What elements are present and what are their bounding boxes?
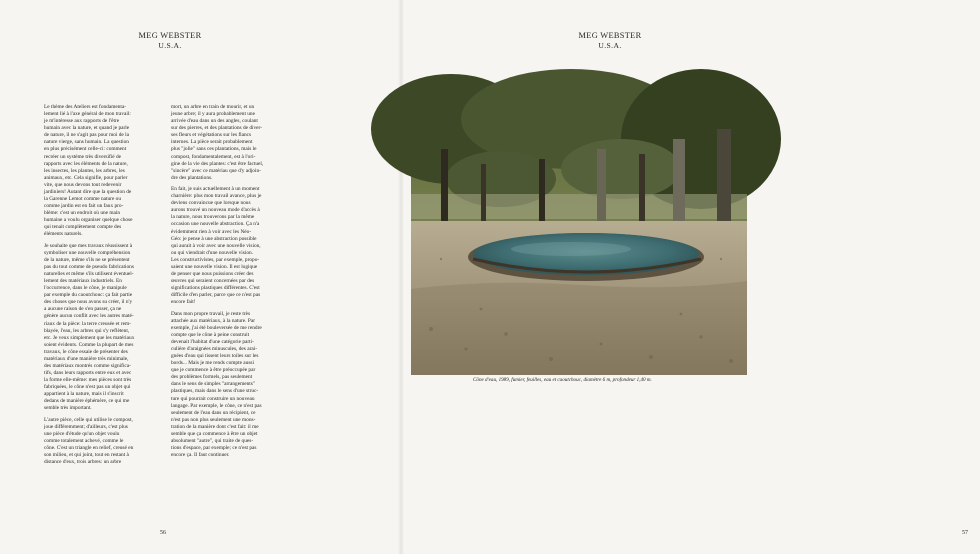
text-line: fabriquées, le cône n'est pas un objet qui (44, 384, 131, 391)
text-line: Le thème des Ateliers est fondamenta- (44, 104, 127, 110)
text-line: animaux, etc. Cela signifie, pour parler (44, 174, 128, 181)
text-line: arrivée d'eau dans un des angles, coulant (171, 118, 258, 125)
paragraph (171, 311, 292, 460)
text-line: riaux de la pièce: la terre creusée et rem- (44, 320, 131, 327)
text-line: humain avec la nature, et quand je parle (44, 125, 130, 132)
paragraph (171, 186, 292, 306)
text-line: deviens convaincue que lorsque nous (171, 200, 251, 207)
photo-caption: Cône d'eau, 1989, fumier, feuilles, eau et caoutchouc, diamètre 6 m, profondeur 1,40 m. (473, 377, 652, 383)
text-line: des problèmes formels, pas seulement (171, 374, 253, 381)
text-line: semble que ça commence à être un objet (171, 430, 258, 437)
text-line: seulement de l'eau dans un récipient, ce (171, 409, 256, 416)
text-line: éléments naturels. (44, 231, 83, 238)
text-line: exemple, j'ai été bouleversée de me rendre (171, 324, 262, 331)
text-line: plus "jolie" sans ces plantations, mais le (171, 146, 257, 153)
text-line: encore fait! (171, 299, 196, 306)
text-line: naturelles et même s'ils utilisent éventuel- (44, 270, 134, 277)
text-line: rapports avec les éléments de la nature, (44, 160, 128, 167)
text-line: bords... Mais je me rends compte aussi (171, 360, 254, 367)
text-line: de la nature, même s'ils ne se présentent (44, 256, 130, 263)
text-line: en plus précisément celle-ci: comment (44, 146, 127, 153)
text-line: joue différemment; d'ailleurs, c'est plus (44, 423, 128, 430)
text-line: charnière: plus mon travail avance, plus je (171, 193, 262, 200)
text-line: dre des plantations. (171, 174, 213, 181)
text-line: ture qui pourrait construire un nouveau (171, 395, 255, 402)
text-line: semble très important. (44, 405, 92, 412)
text-line: la forme elle-même: mes pièces sont très (44, 377, 132, 384)
text-line: absolument "autre", qui traite de ques- (171, 437, 254, 444)
text-line: de penser que nous puissions créer des (171, 270, 254, 277)
artist-name: MEG WEBSTER (138, 31, 202, 40)
left-page-header (110, 31, 230, 51)
text-line: En fait, je suis actuellement à un moment (171, 186, 260, 193)
text-line: encore ça. Il faut continuer. (171, 452, 230, 459)
artist-name: MEG WEBSTER (578, 31, 642, 40)
text-line: tifs, dans leurs rapports entre eux et avec (44, 370, 132, 377)
text-line: mort, un arbre en train de mourir, et un (171, 104, 255, 110)
text-line: etc. Je veux simplement que les matériaux (44, 334, 135, 341)
text-line: pas du tout comme de pseudo fabrications (44, 263, 134, 270)
text-line: n'est pas non plus seulement une mons- (171, 416, 256, 423)
text-line: L'autre pièce, celle qui utilise le compost, (44, 416, 133, 423)
text-line: jardiniers! Autant dire que la question de (44, 188, 132, 195)
text-line: comme totalement achevé, comme le (44, 437, 124, 444)
text-line: symboliser une nouvelle compréhension (44, 249, 131, 256)
page-number: 56 (160, 530, 166, 536)
text-column-2 (171, 104, 292, 463)
text-line: son milieu, et qui joint, tout en restant à (44, 452, 129, 459)
text-line: internes. La pièce serait probablement (171, 139, 253, 146)
text-line: dans le sens de simples "arrangements" (171, 381, 256, 388)
text-line: comme jardin est en fait un faux pro- (44, 203, 124, 210)
text-line: la nature, nous trouverons par la même (171, 214, 255, 221)
text-line: plastiques, mais dans le sens d'une struc- (171, 388, 259, 395)
artist-country: U.S.A. (598, 41, 622, 50)
text-line: matériaux d'une manière très minimale, (44, 355, 129, 362)
text-line: l'occurrence, dans le cône, je manipule (44, 285, 127, 292)
text-line: qui aurait à voir avec une nouvelle vision, (171, 242, 261, 249)
text-line: travaux, le cône essaie de présenter des (44, 348, 128, 355)
text-line: Les constructivistes, par exemple, propo- (171, 256, 260, 263)
text-line: une pièce d'étude qu'un objet voulu (44, 430, 120, 437)
text-line: de nature, il ne s'agit pas pour moi de la (44, 132, 129, 139)
text-line: Dans mon propre travail, je reste très (171, 310, 251, 317)
text-line: évidemment rien à voir avec les Néo- (171, 228, 252, 235)
text-line: œuvres qui seraient concernées par des (171, 278, 255, 285)
text-line: Je souhaite que mes travaux réussissent à (44, 242, 133, 249)
text-line: jeune arbre; il y aura probablement une (171, 111, 255, 118)
text-line: compte que le cône à peine construit (171, 331, 250, 338)
text-line: langage. Par exemple, le cône, ce n'est pas (171, 402, 262, 409)
text-line: difficile d'en parler, parce que ce n'est pas (171, 292, 261, 299)
text-line: je m'intéresse aux rapports de l'être (44, 118, 120, 125)
text-line: soient évidents. Comme la plupart de mes (44, 341, 134, 348)
text-line: que je commence à être préoccupée par (171, 367, 256, 374)
text-line: la Garenne Lemot comme nature ou (44, 196, 122, 203)
text-line: aurons trouvé un nouveau mode d'accès à (171, 207, 260, 214)
text-line: humaine a voulu organiser quelque chose (44, 217, 133, 224)
text-line: vite, que nous devons tout redevenir (44, 181, 122, 188)
text-column-1 (44, 104, 165, 470)
page-number: 57 (962, 530, 968, 536)
paragraph (171, 104, 292, 182)
text-line: les insectes, les plantes, les arbres, les (44, 167, 125, 174)
text-line: devenait l'habitat d'une catégorie parti- (171, 338, 254, 345)
text-line: compost, fondamentalement, est à l'ori- (171, 153, 256, 160)
text-line: ou qui viendrait d'une nouvelle vision. (171, 249, 253, 256)
text-line: occasion une nouvelle abstraction. Ça n'a (171, 221, 260, 228)
text-line: saient une nouvelle vision. Il est logique (171, 263, 258, 270)
text-line: Géo: je pense à une abstraction possible (171, 235, 257, 242)
text-line: qui tenait complètement compte des (44, 224, 122, 231)
text-line: cône. C'est un triangle en relief, creusé en (44, 445, 134, 452)
artwork-photograph (411, 109, 747, 375)
text-line: appartient à la nature, mais il s'inscrit (44, 391, 124, 398)
text-line: blayée, l'eau, les arbres qui s'y reflètent, (44, 327, 130, 334)
text-line: génère aucun conflit avec les autres maté- (44, 313, 134, 320)
text-line: a aucune raison de s'en passer, ça ne (44, 306, 122, 313)
text-line: ses fleurs et végétations sur les flancs (171, 132, 252, 139)
paragraph (44, 104, 165, 238)
text-line: sur des pierres, et des plantations de diver- (171, 125, 263, 132)
right-page-header (550, 31, 670, 51)
text-line: des choses que nous avons su créer, il n'y (44, 299, 133, 306)
text-line: distance d'eux, trois arbres: un arbre (44, 459, 122, 466)
text-line: nature vierge, sans humain. La question (44, 139, 129, 146)
text-line: culière d'araignées minuscules, des arai- (171, 345, 257, 352)
text-line: recréer un système très diversifié de (44, 153, 122, 160)
text-line: gine de la vie des plantes: c'est être factuel, (171, 160, 264, 167)
text-line: par exemple du caoutchouc: ça fait partie (44, 292, 133, 299)
text-line: lement des matériaux industriels. En (44, 278, 122, 285)
text-line: lement lié à l'axe général de mon travail: (44, 111, 131, 118)
photo-forest-water-cone (411, 109, 747, 375)
text-line: dedans de manière éphémère, ce qui me (44, 398, 130, 405)
left-page (0, 0, 400, 554)
text-line: gnées d'eau qui tissent leurs toiles sur les (171, 353, 259, 360)
text-line: tration de la manière dont c'est fait: il me (171, 423, 259, 430)
artist-country: U.S.A. (158, 41, 182, 50)
paragraph (44, 243, 165, 413)
text-line: "sincère" avec ce matériau que d'y adjoin- (171, 167, 261, 174)
text-line: blème: c'est un endroit où une main (44, 210, 121, 217)
text-line: des matériaux montrés comme significa- (44, 363, 131, 369)
text-line: tions d'espace, par exemple; ce n'est pas (171, 445, 257, 452)
text-line: attachée aux matériaux, à la nature. Par (171, 317, 255, 324)
text-line: significations plastiques différentes. C'est (171, 285, 260, 292)
paragraph (44, 417, 165, 467)
